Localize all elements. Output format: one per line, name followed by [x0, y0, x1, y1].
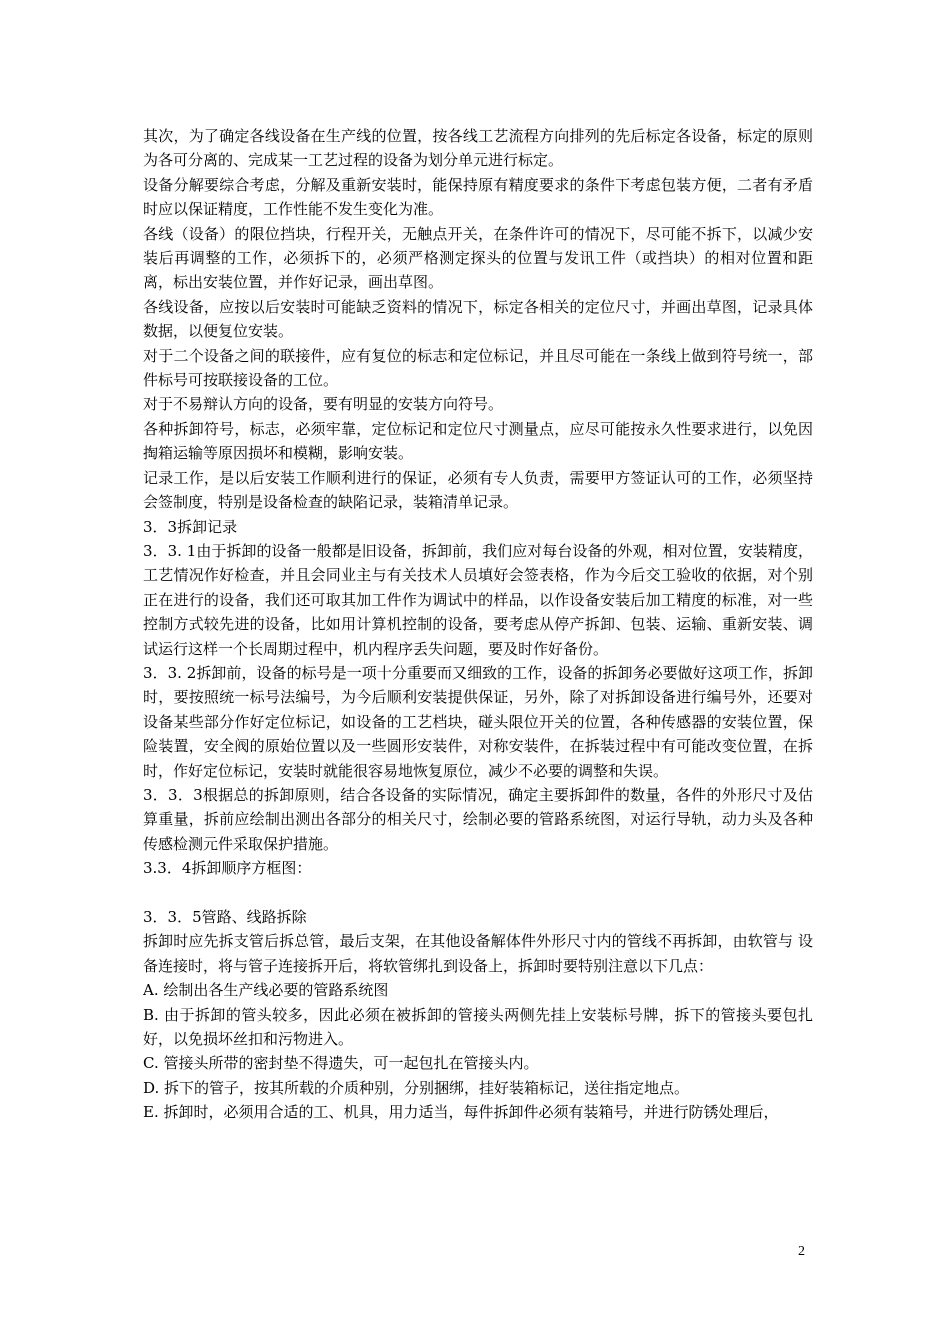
paragraph-2: 设备分解要综合考虑，分解及重新安装时，能保持原有精度要求的条件下考虑包装方便，二者有矛盾时应以保证精度，工作性能不发生变化为准。: [143, 175, 813, 219]
page-number: 2: [798, 1244, 805, 1259]
paragraph-3-3-4: 3.3．4拆卸顺序方框图：: [143, 859, 312, 878]
paragraph-3-3-1: 3．3. 1由于拆卸的设备一般都是旧设备，拆卸前，我们应对每台设备的外观，相对位置，安装精度，工艺情况作好检查，并且会同业主与有关技术人员填好会签表格，作为今后交工验收的依据，对个别正在进行的设备，我们还可取其加工件作为调试中的样品，以作设备安装后加工精度的标准，对一些控制方式较先进的设备，比如用计算机控制的设备，要考虑从停产拆卸、包装、运输、重新安装、调试运行这样一个长周期过程中，机内程序丢失问题，要及时作好备份。: [143, 541, 813, 658]
section-heading-3-3-5: 3．3．5管路、线路拆除: [143, 907, 307, 926]
list-item-d: D. 拆下的管子，按其所载的介质种别，分别捆绑，挂好装箱标记，送往指定地点。: [143, 1078, 690, 1097]
list-item-e: E. 拆卸时，必须用合适的工、机具，用力适当，每件拆卸件必须有装箱号，并进行防锈处理后，: [143, 1103, 779, 1122]
paragraph-5: 对于二个设备之间的联接件，应有复位的标志和定位标记，并且尽可能在一条线上做到符号统一，部件标号可按联接设备的工位。: [143, 346, 813, 390]
paragraph-4: 各线设备，应按以后安装时可能缺乏资料的情况下，标定各相关的定位尺寸，并画出草图，记录具体数据，以便复位安装。: [143, 297, 813, 341]
paragraph-1: 其次，为了确定各线设备在生产线的位置，按各线工艺流程方向排列的先后标定各设备，标定的原则为各可分离的、完成某一工艺过程的设备为划分单元进行标定。: [143, 127, 813, 170]
paragraph-7: 各种拆卸符号，标志，必须牢靠，定位标记和定位尺寸测量点，应尽可能按永久性要求进行，以免因掏箱运输等原因损坏和模糊，影响安装。: [143, 419, 813, 463]
list-item-b: B. 由于拆卸的管头较多，因此必须在被拆卸的管接头两侧先挂上安装标号牌，拆下的管接头要包扎好，以免损坏丝扣和污物进入。: [143, 1005, 813, 1049]
paragraph-3-3-2: 3．3. 2拆卸前，设备的标号是一项十分重要而又细致的工作，设备的拆卸务必要做好这项工作，拆卸时，要按照统一标号法编号，为今后顺利安装提供保证，另外，除了对拆卸设备进行编号外，还要对设备某些部分作好定位标记，如设备的工艺档块，碰头限位开关的位置，各种传感器的安装位置，保险装置，安全阀的原始位置以及一些圆形安装件，对称安装件，在拆装过程中有可能改变位置，在拆时，作好定位标记，安装时就能很容易地恢复原位，减少不必要的调整和失误。: [143, 663, 813, 780]
section-heading-3-3: 3．3拆卸记录: [143, 517, 238, 536]
list-item-c: C. 管接头所带的密封垫不得遗失，可一起包扎在管接头内。: [143, 1054, 539, 1073]
list-item-a: A. 绘制出各生产线必要的管路系统图: [143, 981, 389, 1000]
paragraph-3: 各线（设备）的限位挡块，行程开关，无触点开关，在条件许可的情况下，尽可能不拆下，以减少安装后再调整的工作，必须拆下的，必须严格测定探头的位置与发讯工件（或挡块）的相对位置和距离，标出安装位置，并作好记录，画出草图。: [143, 224, 813, 292]
blank-line: [143, 881, 813, 905]
paragraph-3-3-3: 3．3．3根据总的拆卸原则，结合各设备的实际情况，确定主要拆卸件的数量，各件的外形尺寸及估算重量，拆前应绘制出测出各部分的相关尺寸，绘制必要的管路系统图，对运行导轨，动力头及各种传感检测元件采取保护措施。: [143, 785, 813, 853]
paragraph-8: 记录工作，是以后安装工作顺利进行的保证，必须有专人负责，需要甲方签证认可的工作，必须坚持会签制度，特别是设备检查的缺陷记录，装箱清单记录。: [143, 468, 813, 512]
paragraph-pipe-removal: 拆卸时应先拆支管后拆总管，最后支架，在其他设备解体件外形尺寸内的管线不再拆卸，由软管与 设备连接时，将与管子连接拆开后，将软管绑扎到设备上，拆卸时要特别注意以下几点：: [143, 932, 813, 975]
document-body: [143, 124, 813, 1125]
paragraph-6: 对于不易辩认方向的设备，要有明显的安装方向符号。: [143, 395, 504, 414]
